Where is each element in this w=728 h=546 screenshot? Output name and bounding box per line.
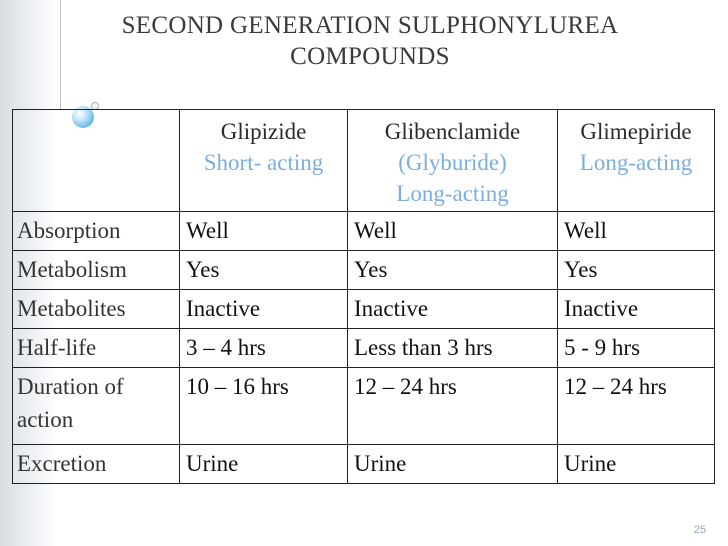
table-cell: Urine [348, 445, 558, 484]
header-glimepiride [558, 110, 715, 212]
slide-title [80, 10, 660, 72]
drug-duration: Long-acting [579, 150, 693, 175]
table-cell: Well [180, 212, 348, 251]
table-cell: 12 – 24 hrs [348, 368, 558, 445]
table-cell: Inactive [558, 290, 715, 329]
header-glibenclamide [348, 110, 558, 212]
table-header-row [13, 110, 715, 212]
table-cell: 5 - 9 hrs [558, 329, 715, 368]
row-label: Half-life [13, 329, 180, 368]
row-label: Excretion [13, 445, 180, 484]
row-label: Absorption [13, 212, 180, 251]
slide-title-line-1: SECOND GENERATION SULPHONYLUREA [121, 12, 619, 39]
table-cell: Inactive [180, 290, 348, 329]
table-row [13, 212, 715, 251]
table-cell: Well [558, 212, 715, 251]
table-cell: Well [348, 212, 558, 251]
slide-title-line-2: COMPOUNDS [290, 43, 450, 70]
header-glipizide [180, 110, 348, 212]
row-label: Metabolism [13, 251, 180, 290]
table-cell: 12 – 24 hrs [558, 368, 715, 445]
table-cell: Yes [348, 251, 558, 290]
drug-name: Glibenclamide [384, 119, 521, 144]
table-cell: Inactive [348, 290, 558, 329]
drug-name: Glipizide [220, 119, 307, 144]
table-cell: Yes [180, 251, 348, 290]
comparison-table [12, 109, 715, 484]
table-row [13, 290, 715, 329]
table-cell: Urine [558, 445, 715, 484]
table-row [13, 329, 715, 368]
page-number: 25 [693, 524, 706, 536]
row-label: Duration of action [13, 368, 180, 445]
drug-alias: (Glyburide) [398, 150, 507, 175]
slide-left-rule [60, 0, 61, 110]
row-label: Metabolites [13, 290, 180, 329]
table-row [13, 368, 715, 445]
drug-name: Glimepiride [580, 119, 692, 144]
table-cell: Less than 3 hrs [348, 329, 558, 368]
table-cell: Urine [180, 445, 348, 484]
drug-duration: Long-acting [396, 181, 509, 206]
table-cell: 10 – 16 hrs [180, 368, 348, 445]
table-corner-cell [13, 110, 180, 212]
table-row [13, 445, 715, 484]
table-cell: 3 – 4 hrs [180, 329, 348, 368]
drug-duration: Short- acting [203, 150, 324, 175]
table-row [13, 251, 715, 290]
table-cell: Yes [558, 251, 715, 290]
